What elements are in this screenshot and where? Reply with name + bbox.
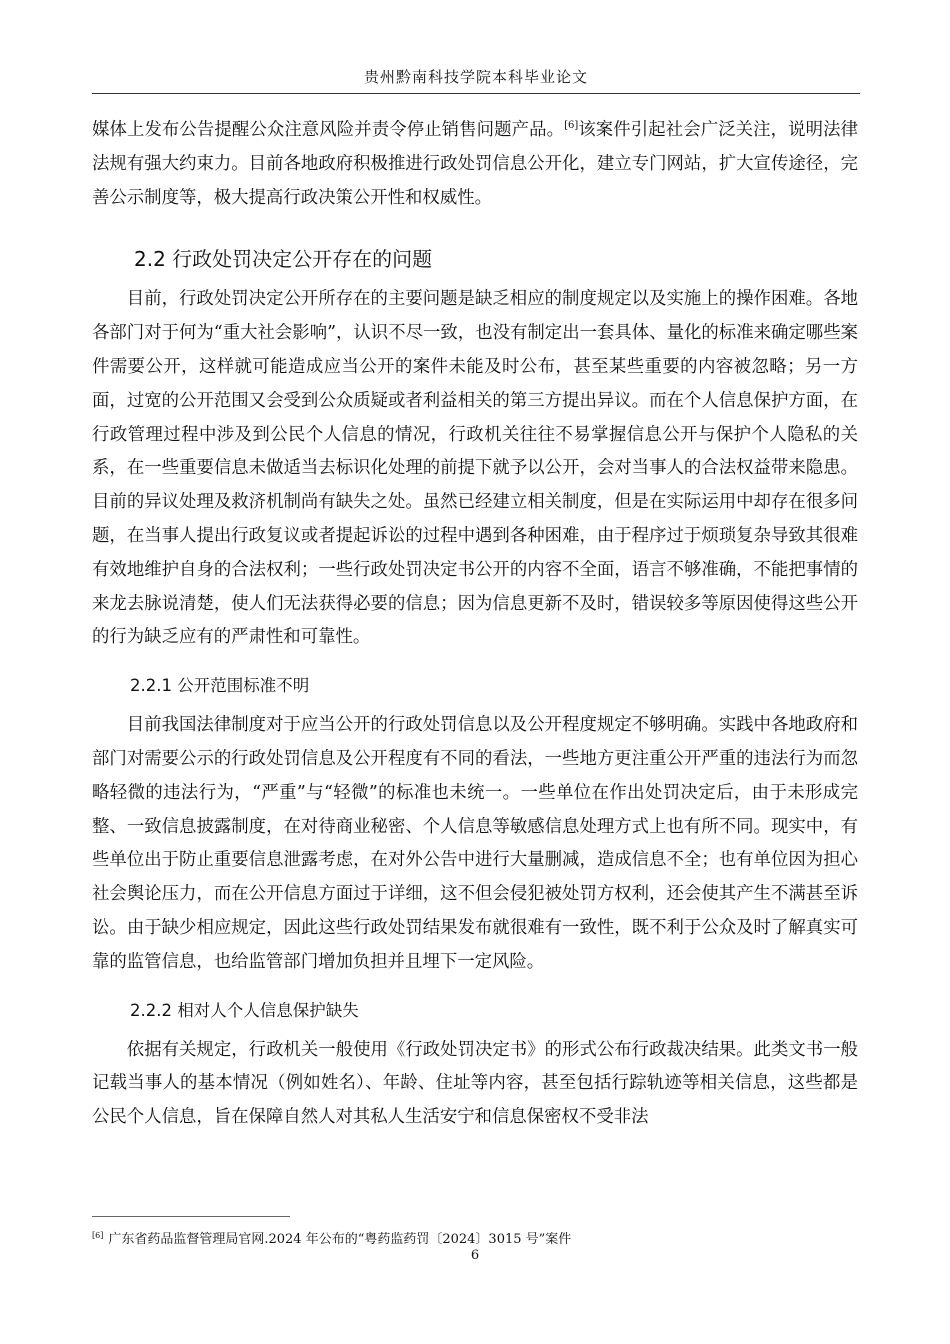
section-heading-2-2: 2.2 行政处罚决定公开存在的问题	[134, 247, 433, 272]
main-text	[92, 114, 858, 1135]
paragraph-continuation	[92, 114, 858, 215]
footnote-divider	[92, 1216, 290, 1217]
footnote	[92, 1227, 860, 1249]
footnote-text: 广东省药品监督管理局官网.2024 年公布的“粤药监药罚〔2024〕3015 号”案件	[108, 1232, 572, 1247]
paragraph: 目前，行政处罚决定公开所存在的主要问题是缺乏相应的制度规定以及实施上的操作困难。各地各部门对于何为“重大社会影响”，认识不尽一致，也没有制定出一套具体、量化的标准来确定哪些案件需要公开，这样就可能造成应当公开的案件未能及时公布，甚至某些重要的内容被忽略；另一方面，过宽的公开范围又会受到公众质疑或者利益相关的第三方提出异议。而在个人信息保护方面，在行政管理过程中涉及到公民个人信息的情况，行政机关往往不易掌握信息公开与保护个人隐私的关系，在一些重要信息未做适当去标识化处理的前提下就予以公开，会对当事人的合法权益带来隐患。目前的异议处理及救济机制尚有缺失之处。虽然已经建立相关制度，但是在实际运用中却存在很多问题，在当事人提出行政复议或者提起诉讼的过程中遇到各种困难，由于程序过于烦琐复杂导致其很难有效地维护自身的合法权利；一些行政处罚决定书公开的内容不全面，语言不够准确，不能把事情的来龙去脉说清楚，使人们无法获得必要的信息；因为信息更新不及时，错误较多等原因使得这些公开的行为缺乏应有的严肃性和可靠性。	[92, 289, 858, 648]
paragraph-text: 该案件引起社会广泛关注，说明法律法规有强大约束力。目前各地政府积极推进行政处罚信息公开化，建立专门网站，扩大宣传途径，完善公示制度等，极大提高行政决策公开性和权威性。	[92, 120, 858, 208]
subsection-heading-2-2-2: 2.2.2 相对人个人信息保护缺失	[130, 1000, 359, 1020]
running-header-title: 贵州黔南科技学院本科毕业论文	[363, 68, 588, 86]
page-number: 6	[470, 1248, 480, 1263]
footnote-mark: [6]	[92, 1231, 104, 1240]
paragraph: 目前我国法律制度对于应当公开的行政处罚信息以及公开程度规定不够明确。实践中各地政府和部门对需要公示的行政处罚信息及公开程度有不同的看法，一些地方更注重公开严重的违法行为而忽略轻微的违法行为，“严重”与“轻微”的标准也未统一。一些单位在作出处罚决定后，由于未形成完整、一致信息披露制度，在对待商业秘密、个人信息等敏感信息处理方式上也有所不同。现实中，有些单位出于防止重要信息泄露考虑，在对外公告中进行大量删减，造成信息不全；也有单位因为担心社会舆论压力，而在公开信息方面过于详细，这不但会侵犯被处罚方权利，还会使其产生不满甚至诉讼。由于缺少相应规定，因此这些行政处罚结果发布就很难有一致性，既不利于公众及时了解真实可靠的监管信息，也给监管部门增加负担并且埋下一定风险。	[92, 715, 858, 972]
paragraph: 依据有关规定，行政机关一般使用《行政处罚决定书》的形式公布行政裁决结果。此类文书一般记载当事人的基本情况（例如姓名）、年龄、住址等内容，甚至包括行踪轨迹等相关信息，这些都是公民个人信息，旨在保障自然人对其私人生活安宁和信息保密权不受非法	[92, 1039, 858, 1128]
header-divider	[92, 93, 860, 94]
citation-ref[interactable]: [6]	[564, 120, 579, 131]
paragraph-text: 媒体上发布公告提醒公众注意风险并责令停止销售问题产品。	[92, 120, 565, 140]
subsection-heading-2-2-1: 2.2.1 公开范围标准不明	[130, 676, 310, 696]
